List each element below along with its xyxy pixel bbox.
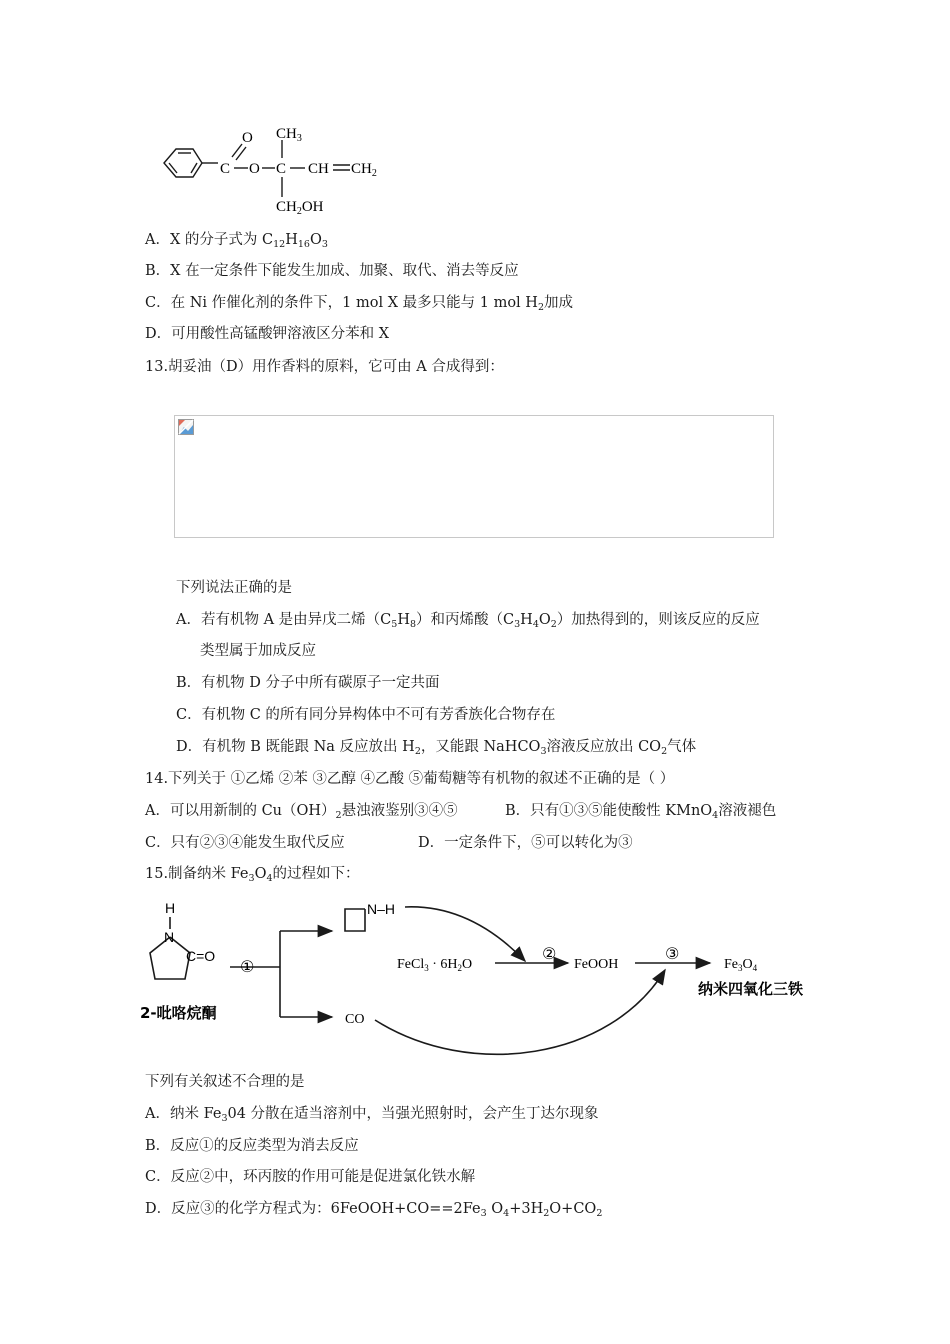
svg-text:N–H: N–H xyxy=(367,901,396,917)
q12-option-a: A．X 的分子式为 $C_{12}H_{16}O_3$ xyxy=(145,232,328,250)
nano-fe3o4-name: 纳米四氧化三铁 xyxy=(698,980,804,998)
q13-intro: 下列说法正确的是 xyxy=(176,580,292,596)
svg-text:N: N xyxy=(164,929,175,945)
pyrrolidinone-name: 2-吡咯烷酮 xyxy=(140,1004,217,1022)
fe3o4-label: $Fe_3O_4$ xyxy=(724,957,758,973)
svg-text:C=O: C=O xyxy=(186,948,216,964)
q15-option-d: D．反应③的化学方程式为：$6FeOOH+CO==2Fe_3$ $O_4+3H_2O+CO_2$ xyxy=(145,1201,603,1219)
broken-image-icon xyxy=(178,419,194,435)
q12-structure-diagram xyxy=(150,120,410,220)
q15-option-c: C．反应②中，环丙胺的作用可能是促进氯化铁水解 xyxy=(145,1169,476,1185)
q13-option-c: C．有机物 C 的所有同分异构体中不可有芳香族化合物存在 xyxy=(176,707,556,723)
q15-option-b: B．反应①的反应类型为消去反应 xyxy=(145,1138,359,1154)
q13-image-placeholder xyxy=(174,415,774,538)
azetidine-ring xyxy=(345,909,365,931)
q13-option-a-cont: 类型属于加成反应 xyxy=(200,643,316,659)
q15-option-a: A．纳米 $Fe_304$ 分散在适当溶剂中，当强光照射时，会产生丁达尔现象 xyxy=(145,1106,599,1124)
q14-option-d: D．一定条件下，⑤可以转化为③ xyxy=(418,835,633,851)
q14-option-c: C．只有②③④能发生取代反应 xyxy=(145,835,345,851)
q12-option-c: C．在 Ni 作催化剂的条件下，1 mol X 最多只能与 1 mol $H_2$加成 xyxy=(145,295,573,313)
q15-reaction-diagram xyxy=(140,895,840,1060)
step-3-label: ③ xyxy=(665,944,680,963)
q12-option-d: D．可用酸性高锰酸钾溶液区分苯和 X xyxy=(145,326,390,342)
q14-stem: 14.下列关于 ①乙烯 ②苯 ③乙醇 ④乙酸 ⑤葡萄糖等有机物的叙述不正确的是（ ） xyxy=(145,771,675,787)
q13-option-d: D．有机物 B 既能跟 Na 反应放出 $H_2$，又能跟 NaHCO$_3$溶液反应放出 $CO_2$气体 xyxy=(176,739,697,757)
fecl3-label: FeCl$_3$ · $6H_2O$ xyxy=(397,957,473,973)
hydroxymethyl-group: $CH_2OH$ xyxy=(276,199,324,217)
svg-text:CH2: $CH_2$ xyxy=(351,161,377,179)
co-label: CO xyxy=(345,1012,365,1027)
svg-text:C: C xyxy=(276,161,287,177)
step-1-label: ① xyxy=(240,957,255,976)
svg-text:CH: CH xyxy=(308,161,329,177)
svg-text:O: O xyxy=(249,161,260,177)
q15-intro: 下列有关叙述不合理的是 xyxy=(145,1074,305,1090)
q13-stem: 13.胡妥油（D）用作香料的原料，它可由 A 合成得到： xyxy=(145,359,504,375)
q13-option-b: B．有机物 D 分子中所有碳原子一定共面 xyxy=(176,675,440,691)
q14-option-b: B．只有①③⑤能使酸性 KMnO$_4$溶液褪色 xyxy=(505,803,777,821)
methyl-group: $CH_3$ xyxy=(276,126,302,144)
step-2-label: ② xyxy=(542,944,557,963)
q13-option-a: A．若有机物 A 是由异戊二烯$(C_5H_8)$和丙烯酸$(C_3H_4O_2)$加热得到的，则该反应的反应 xyxy=(176,612,760,630)
q15-stem: 15.制备纳米 $Fe_3O_4$的过程如下： xyxy=(145,866,360,884)
q14-option-a: A．可以用新制的 $Cu(OH)_2$悬浊液鉴别③④⑤ xyxy=(145,803,458,821)
svg-text:H: H xyxy=(165,900,176,916)
benzene-ring xyxy=(164,149,202,177)
svg-text:C: C xyxy=(220,161,231,177)
q12-option-b: B．X 在一定条件下能发生加成、加聚、取代、消去等反应 xyxy=(145,263,519,279)
o-carbonyl: O xyxy=(242,130,253,146)
feooh-label: FeOOH xyxy=(574,957,619,972)
